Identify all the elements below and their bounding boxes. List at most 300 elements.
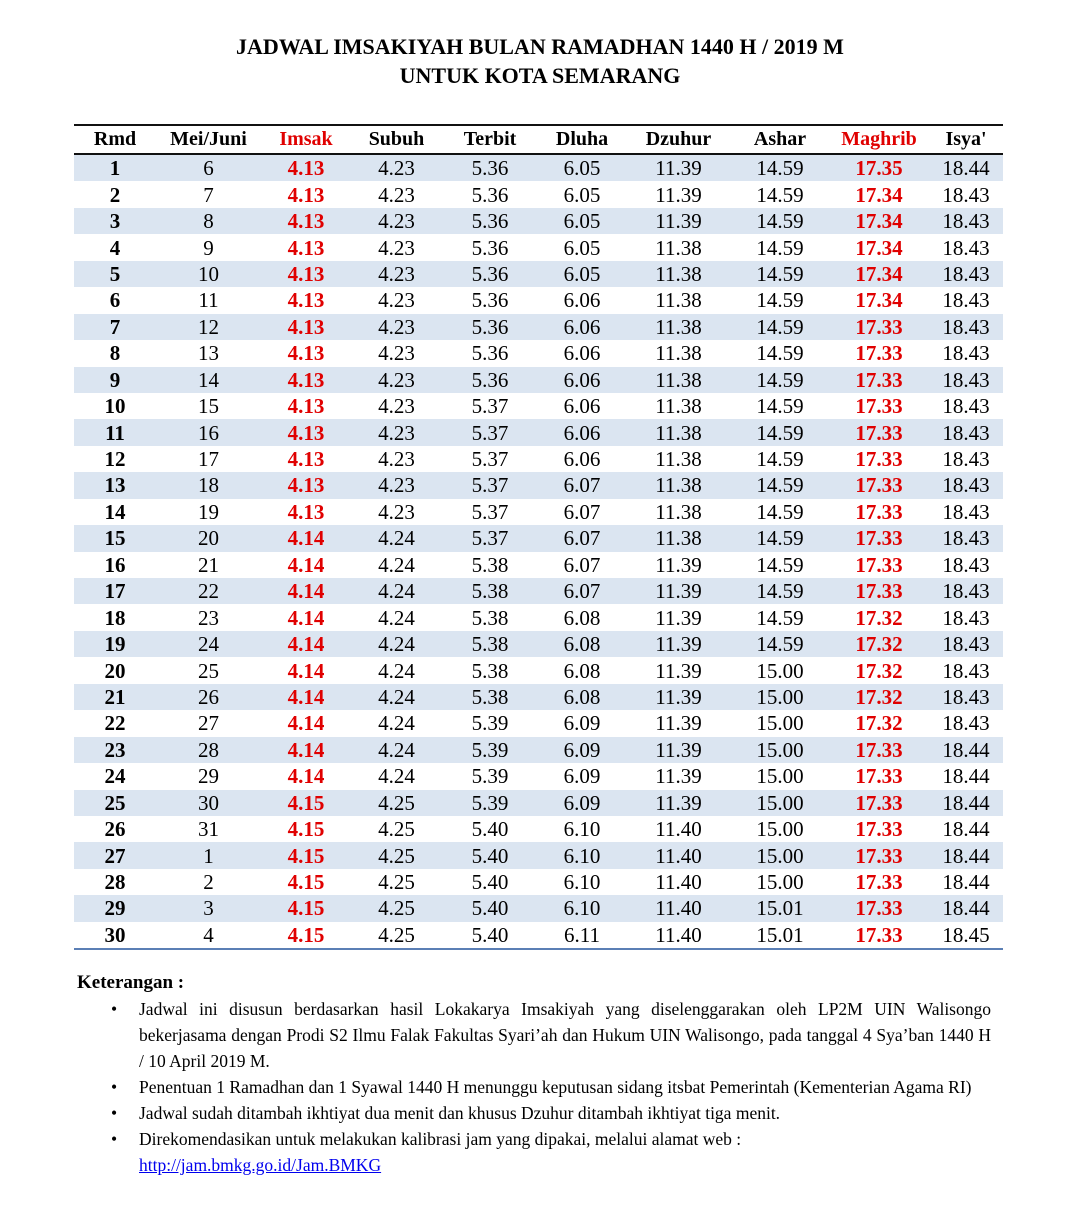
cell-dzuhur: 11.39: [626, 208, 731, 234]
cell-dluha: 6.07: [563, 499, 601, 524]
cell-ashar: 14.59: [756, 235, 804, 260]
cell-subuh: 4.23: [351, 208, 442, 234]
cell-isya: 18.43: [942, 235, 990, 260]
cell-rmd: 23: [74, 737, 156, 763]
cell-subuh: 4.23: [378, 288, 415, 313]
notes-list: [111, 996, 991, 1178]
cell-dzuhur: 11.38: [626, 525, 731, 551]
col-header-imsak: Imsak: [261, 125, 351, 154]
cell-date: 20: [156, 525, 261, 551]
cell-rmd: 20: [104, 658, 126, 683]
cell-ashar: 15.00: [731, 684, 829, 710]
cell-isya: 18.43: [942, 288, 990, 313]
table-row: [74, 631, 1003, 657]
cell-isya: 18.43: [942, 711, 990, 736]
cell-ashar: 14.59: [756, 288, 804, 313]
cell-dluha: 6.06: [563, 341, 601, 366]
cell-isya: 18.43: [942, 182, 990, 207]
cell-terbit: 5.37: [442, 472, 538, 498]
col-header-date: Mei/Juni: [156, 125, 261, 154]
cell-isya: 18.43: [942, 605, 990, 630]
cell-imsak: 4.15: [287, 817, 325, 842]
cell-ashar: 14.59: [756, 447, 804, 472]
cell-rmd: 13: [74, 472, 156, 498]
cell-date: 27: [198, 711, 219, 736]
cell-rmd: 18: [104, 605, 126, 630]
cell-isya: 18.43: [942, 341, 990, 366]
cell-subuh: 4.23: [351, 367, 442, 393]
cell-terbit: 5.36: [442, 367, 538, 393]
cell-rmd: 22: [104, 711, 126, 736]
cell-imsak: 4.13: [261, 314, 351, 340]
cell-terbit: 5.40: [471, 870, 509, 895]
cell-ashar: 14.59: [756, 394, 804, 419]
cell-imsak: 4.14: [287, 711, 325, 736]
cell-dzuhur: 11.38: [655, 447, 702, 472]
cell-subuh: 4.25: [351, 790, 442, 816]
cell-date: 7: [203, 182, 214, 207]
cell-imsak: 4.15: [261, 790, 351, 816]
cell-dzuhur: 11.38: [626, 261, 731, 287]
cell-dzuhur: 11.38: [626, 472, 731, 498]
title-line-2: UNTUK KOTA SEMARANG: [399, 63, 681, 88]
table-row: [74, 710, 1003, 736]
cell-rmd: 14: [104, 499, 126, 524]
table-row: [74, 790, 1003, 816]
cell-rmd: 12: [104, 447, 126, 472]
cell-maghrib: 17.32: [855, 605, 903, 630]
cell-imsak: 4.13: [261, 154, 351, 181]
cell-dzuhur: 11.38: [626, 367, 731, 393]
cell-rmd: 2: [109, 182, 121, 207]
note-text: Jadwal sudah ditambah ikhtiyat dua menit dan khusus Dzuhur ditambah ikhtiyat tiga menit.: [139, 1103, 781, 1123]
table-row: [74, 208, 1003, 234]
cell-maghrib: 17.33: [829, 737, 929, 763]
cell-imsak: 4.15: [261, 922, 351, 949]
cell-rmd: 4: [109, 235, 121, 260]
cell-imsak: 4.15: [261, 895, 351, 921]
cell-dzuhur: 11.38: [626, 419, 731, 445]
cell-dzuhur: 11.39: [655, 605, 702, 630]
cell-dluha: 6.05: [563, 182, 601, 207]
cell-isya: 18.43: [942, 394, 990, 419]
cell-ashar: 14.59: [731, 419, 829, 445]
cell-terbit: 5.37: [471, 394, 509, 419]
cell-rmd: 7: [74, 314, 156, 340]
cell-terbit: 5.38: [442, 631, 538, 657]
cell-dzuhur: 11.39: [655, 711, 702, 736]
cell-terbit: 5.38: [471, 658, 509, 683]
cell-dzuhur: 11.39: [655, 658, 702, 683]
table-row: [74, 895, 1003, 921]
cell-maghrib: 17.33: [855, 394, 903, 419]
cell-dzuhur: 11.38: [655, 394, 702, 419]
cell-isya: 18.45: [929, 922, 1003, 949]
cell-maghrib: 17.34: [829, 261, 929, 287]
note-text: Jadwal ini disusun berdasarkan hasil Lokakarya Imsakiyah yang diselenggarakan oleh LP2M UIN Walisongo bekerjasama dengan Prodi S2 Ilmu Falak Fakultas Syari’ah dan Hukum UIN Walisongo, pada tanggal 4 Sya’ban 1440 H / 10 April 2019 M.: [139, 999, 991, 1071]
cell-dzuhur: 11.40: [655, 817, 702, 842]
cell-subuh: 4.24: [378, 658, 415, 683]
cell-maghrib: 17.33: [829, 842, 929, 868]
cell-imsak: 4.14: [261, 578, 351, 604]
cell-rmd: 25: [74, 790, 156, 816]
cell-dluha: 6.08: [563, 605, 601, 630]
cell-maghrib: 17.35: [829, 154, 929, 181]
cell-dluha: 6.10: [563, 817, 601, 842]
cell-rmd: 1: [74, 154, 156, 181]
cell-date: 14: [156, 367, 261, 393]
cell-dzuhur: 11.38: [655, 341, 702, 366]
cell-maghrib: 17.34: [855, 182, 903, 207]
cell-rmd: 17: [74, 578, 156, 604]
cell-rmd: 15: [74, 525, 156, 551]
cell-maghrib: 17.32: [855, 711, 903, 736]
cell-ashar: 14.59: [731, 154, 829, 181]
bullet-icon: •: [111, 1077, 118, 1097]
cell-dluha: 6.09: [563, 764, 601, 789]
table-row: [74, 869, 1003, 895]
cell-date: 18: [156, 472, 261, 498]
cell-maghrib: 17.32: [829, 684, 929, 710]
cell-maghrib: 17.34: [855, 288, 903, 313]
table-row: [74, 922, 1003, 949]
cell-imsak: 4.14: [287, 764, 325, 789]
cell-terbit: 5.37: [471, 499, 509, 524]
cell-dluha: 6.08: [538, 684, 626, 710]
note-text: Direkomendasikan untuk melakukan kalibrasi jam yang dipakai, melalui alamat web :: [139, 1129, 742, 1149]
cell-isya: 18.43: [942, 499, 990, 524]
table-row: [74, 763, 1003, 789]
cell-dzuhur: 11.38: [655, 235, 702, 260]
cell-dzuhur: 11.38: [655, 499, 702, 524]
cell-subuh: 4.24: [378, 764, 415, 789]
cell-dluha: 6.06: [563, 447, 601, 472]
cell-ashar: 14.59: [731, 367, 829, 393]
cell-subuh: 4.24: [378, 711, 415, 736]
cell-ashar: 14.59: [731, 472, 829, 498]
cell-ashar: 15.01: [731, 895, 829, 921]
cell-ashar: 14.59: [756, 605, 804, 630]
cell-isya: 18.44: [942, 870, 990, 895]
cell-terbit: 5.36: [471, 182, 509, 207]
imsakiyah-table: [74, 124, 1003, 950]
cell-isya: 18.43: [929, 525, 1003, 551]
cell-maghrib: 17.33: [829, 472, 929, 498]
cell-date: 1: [156, 842, 261, 868]
cell-ashar: 15.00: [731, 737, 829, 763]
cell-ashar: 14.59: [731, 314, 829, 340]
table-row: [74, 525, 1003, 551]
cell-dzuhur: 11.40: [626, 895, 731, 921]
bullet-icon: •: [111, 1103, 118, 1123]
cell-isya: 18.44: [929, 842, 1003, 868]
cell-isya: 18.44: [929, 154, 1003, 181]
cell-date: 16: [156, 419, 261, 445]
cell-terbit: 5.39: [442, 737, 538, 763]
table-row: [74, 261, 1003, 287]
cell-dluha: 6.05: [563, 235, 601, 260]
cell-rmd: 16: [104, 552, 126, 577]
cell-dluha: 6.11: [538, 922, 626, 949]
cell-date: 25: [198, 658, 219, 683]
cell-ashar: 15.00: [756, 658, 804, 683]
cell-ashar: 14.59: [731, 578, 829, 604]
cell-ashar: 14.59: [756, 182, 804, 207]
cell-rmd: 3: [74, 208, 156, 234]
table-row: [74, 657, 1003, 683]
cell-isya: 18.44: [929, 895, 1003, 921]
cell-date: 28: [156, 737, 261, 763]
cell-dzuhur: 11.40: [626, 922, 731, 949]
cell-dzuhur: 11.39: [626, 737, 731, 763]
cell-imsak: 4.13: [287, 447, 325, 472]
table-row: [74, 154, 1003, 181]
cell-terbit: 5.36: [471, 235, 509, 260]
cell-ashar: 15.01: [731, 922, 829, 949]
cell-ashar: 14.59: [731, 261, 829, 287]
cell-subuh: 4.25: [378, 817, 415, 842]
cell-date: 15: [198, 394, 219, 419]
cell-terbit: 5.40: [471, 817, 509, 842]
cell-maghrib: 17.33: [855, 447, 903, 472]
cell-rmd: 8: [109, 341, 121, 366]
cell-maghrib: 17.33: [829, 578, 929, 604]
cell-ashar: 15.00: [756, 817, 804, 842]
cell-subuh: 4.23: [351, 154, 442, 181]
cell-isya: 18.43: [929, 631, 1003, 657]
table-header-row: [74, 125, 1003, 154]
cell-rmd: 19: [74, 631, 156, 657]
cell-imsak: 4.14: [287, 658, 325, 683]
cell-dzuhur: 11.39: [626, 631, 731, 657]
cell-dzuhur: 11.39: [655, 764, 702, 789]
cell-ashar: 14.59: [756, 499, 804, 524]
cell-isya: 18.44: [942, 817, 990, 842]
cell-imsak: 4.14: [261, 525, 351, 551]
cell-rmd: 21: [74, 684, 156, 710]
cell-ashar: 14.59: [731, 525, 829, 551]
cell-rmd: 26: [104, 817, 126, 842]
note-item: [111, 1100, 991, 1126]
cell-dluha: 6.07: [538, 578, 626, 604]
cell-terbit: 5.37: [471, 447, 509, 472]
cell-subuh: 4.23: [351, 314, 442, 340]
cell-ashar: 15.00: [731, 790, 829, 816]
cell-rmd: 28: [104, 870, 126, 895]
document-title: [0, 32, 1080, 90]
cell-maghrib: 17.33: [829, 790, 929, 816]
cell-subuh: 4.24: [351, 737, 442, 763]
cell-terbit: 5.37: [442, 419, 538, 445]
cell-dluha: 6.09: [563, 711, 601, 736]
col-header-terbit: Terbit: [442, 125, 538, 154]
cell-subuh: 4.23: [351, 419, 442, 445]
cell-dluha: 6.10: [563, 870, 601, 895]
cell-subuh: 4.25: [351, 842, 442, 868]
table-row: [74, 287, 1003, 313]
cell-ashar: 14.59: [756, 341, 804, 366]
col-header-isya: Isya': [929, 125, 1003, 154]
cell-dluha: 6.10: [538, 895, 626, 921]
cell-date: 22: [156, 578, 261, 604]
cell-ashar: 15.00: [756, 711, 804, 736]
cell-imsak: 4.13: [287, 288, 325, 313]
cell-date: 31: [198, 817, 219, 842]
cell-dluha: 6.09: [538, 790, 626, 816]
cell-terbit: 5.36: [471, 341, 509, 366]
cell-terbit: 5.39: [442, 790, 538, 816]
cell-dluha: 6.09: [538, 737, 626, 763]
cell-dluha: 6.06: [538, 419, 626, 445]
cell-dluha: 6.08: [563, 658, 601, 683]
cell-subuh: 4.23: [378, 235, 415, 260]
col-header-ashar: Ashar: [731, 125, 829, 154]
cell-isya: 18.43: [929, 472, 1003, 498]
cell-maghrib: 17.33: [855, 552, 903, 577]
bmkg-clock-link[interactable]: http://jam.bmkg.go.id/Jam.BMKG: [139, 1155, 382, 1175]
cell-date: 19: [198, 499, 219, 524]
cell-subuh: 4.23: [378, 182, 415, 207]
cell-rmd: 9: [74, 367, 156, 393]
cell-date: 9: [203, 235, 214, 260]
cell-imsak: 4.13: [261, 208, 351, 234]
cell-dzuhur: 11.40: [655, 870, 702, 895]
table-row: [74, 367, 1003, 393]
cell-terbit: 5.38: [442, 684, 538, 710]
cell-isya: 18.44: [942, 764, 990, 789]
cell-isya: 18.44: [929, 790, 1003, 816]
cell-terbit: 5.39: [471, 711, 509, 736]
table-row: [74, 314, 1003, 340]
cell-dluha: 6.07: [563, 552, 601, 577]
cell-imsak: 4.13: [261, 419, 351, 445]
cell-subuh: 4.23: [378, 447, 415, 472]
cell-dluha: 6.05: [538, 261, 626, 287]
title-line-1: JADWAL IMSAKIYAH BULAN RAMADHAN 1440 H / 2019 M: [236, 34, 844, 59]
cell-date: 8: [156, 208, 261, 234]
cell-terbit: 5.40: [442, 895, 538, 921]
cell-dzuhur: 11.38: [626, 314, 731, 340]
cell-dzuhur: 11.39: [626, 790, 731, 816]
bullet-icon: •: [111, 999, 118, 1019]
col-header-dzuhur: Dzuhur: [626, 125, 731, 154]
cell-rmd: 10: [104, 394, 126, 419]
table-row: [74, 393, 1003, 419]
cell-subuh: 4.25: [351, 895, 442, 921]
cell-dluha: 6.10: [538, 842, 626, 868]
table-row: [74, 446, 1003, 472]
note-item: [111, 1126, 991, 1178]
col-header-rmd: Rmd: [74, 125, 156, 154]
cell-dluha: 6.06: [563, 394, 601, 419]
cell-subuh: 4.23: [351, 472, 442, 498]
cell-subuh: 4.23: [378, 394, 415, 419]
cell-rmd: 29: [74, 895, 156, 921]
cell-terbit: 5.39: [471, 764, 509, 789]
cell-ashar: 15.00: [731, 842, 829, 868]
cell-dzuhur: 11.40: [626, 842, 731, 868]
cell-dluha: 6.07: [538, 472, 626, 498]
cell-maghrib: 17.33: [829, 895, 929, 921]
note-item: [111, 996, 991, 1074]
cell-terbit: 5.36: [442, 208, 538, 234]
cell-ashar: 14.59: [756, 552, 804, 577]
cell-date: 12: [156, 314, 261, 340]
cell-subuh: 4.24: [378, 605, 415, 630]
table-row: [74, 340, 1003, 366]
cell-subuh: 4.23: [351, 261, 442, 287]
table-row: [74, 737, 1003, 763]
cell-maghrib: 17.34: [829, 208, 929, 234]
col-header-dluha: Dluha: [538, 125, 626, 154]
cell-subuh: 4.24: [351, 525, 442, 551]
cell-imsak: 4.13: [287, 235, 325, 260]
cell-terbit: 5.38: [471, 605, 509, 630]
table-row: [74, 472, 1003, 498]
cell-maghrib: 17.33: [829, 419, 929, 445]
cell-rmd: 30: [74, 922, 156, 949]
note-text: Penentuan 1 Ramadhan dan 1 Syawal 1440 H menunggu keputusan sidang itsbat Pemerintah (Kementerian Agama RI): [139, 1077, 972, 1097]
table-body: [74, 154, 1003, 949]
cell-date: 21: [198, 552, 219, 577]
cell-terbit: 5.38: [471, 552, 509, 577]
cell-terbit: 5.36: [442, 261, 538, 287]
cell-dluha: 6.05: [538, 208, 626, 234]
cell-date: 23: [198, 605, 219, 630]
cell-dzuhur: 11.39: [655, 182, 702, 207]
cell-date: 26: [156, 684, 261, 710]
table-row: [74, 578, 1003, 604]
cell-isya: 18.44: [929, 737, 1003, 763]
cell-ashar: 14.59: [731, 631, 829, 657]
cell-imsak: 4.14: [287, 552, 325, 577]
cell-terbit: 5.36: [442, 154, 538, 181]
cell-subuh: 4.24: [351, 631, 442, 657]
table-row: [74, 816, 1003, 842]
cell-imsak: 4.14: [287, 605, 325, 630]
cell-maghrib: 17.33: [855, 764, 903, 789]
cell-imsak: 4.13: [261, 472, 351, 498]
cell-maghrib: 17.33: [855, 341, 903, 366]
cell-date: 4: [156, 922, 261, 949]
cell-subuh: 4.24: [351, 578, 442, 604]
cell-date: 11: [198, 288, 219, 313]
bullet-icon: •: [111, 1129, 118, 1149]
cell-rmd: 11: [74, 419, 156, 445]
cell-dzuhur: 11.39: [655, 552, 702, 577]
cell-maghrib: 17.33: [855, 817, 903, 842]
cell-rmd: 24: [104, 764, 126, 789]
cell-ashar: 14.59: [731, 208, 829, 234]
cell-date: 13: [198, 341, 219, 366]
cell-imsak: 4.13: [261, 367, 351, 393]
cell-terbit: 5.40: [442, 842, 538, 868]
cell-maghrib: 17.32: [855, 658, 903, 683]
cell-subuh: 4.23: [378, 341, 415, 366]
cell-isya: 18.43: [942, 447, 990, 472]
note-item: [111, 1074, 991, 1100]
cell-maghrib: 17.34: [855, 235, 903, 260]
cell-isya: 18.43: [929, 367, 1003, 393]
cell-date: 2: [203, 870, 214, 895]
cell-subuh: 4.23: [378, 499, 415, 524]
col-header-maghrib: Maghrib: [829, 125, 929, 154]
cell-date: 3: [156, 895, 261, 921]
cell-dluha: 6.08: [538, 631, 626, 657]
cell-maghrib: 17.33: [829, 367, 929, 393]
cell-imsak: 4.13: [287, 341, 325, 366]
cell-dluha: 6.05: [538, 154, 626, 181]
